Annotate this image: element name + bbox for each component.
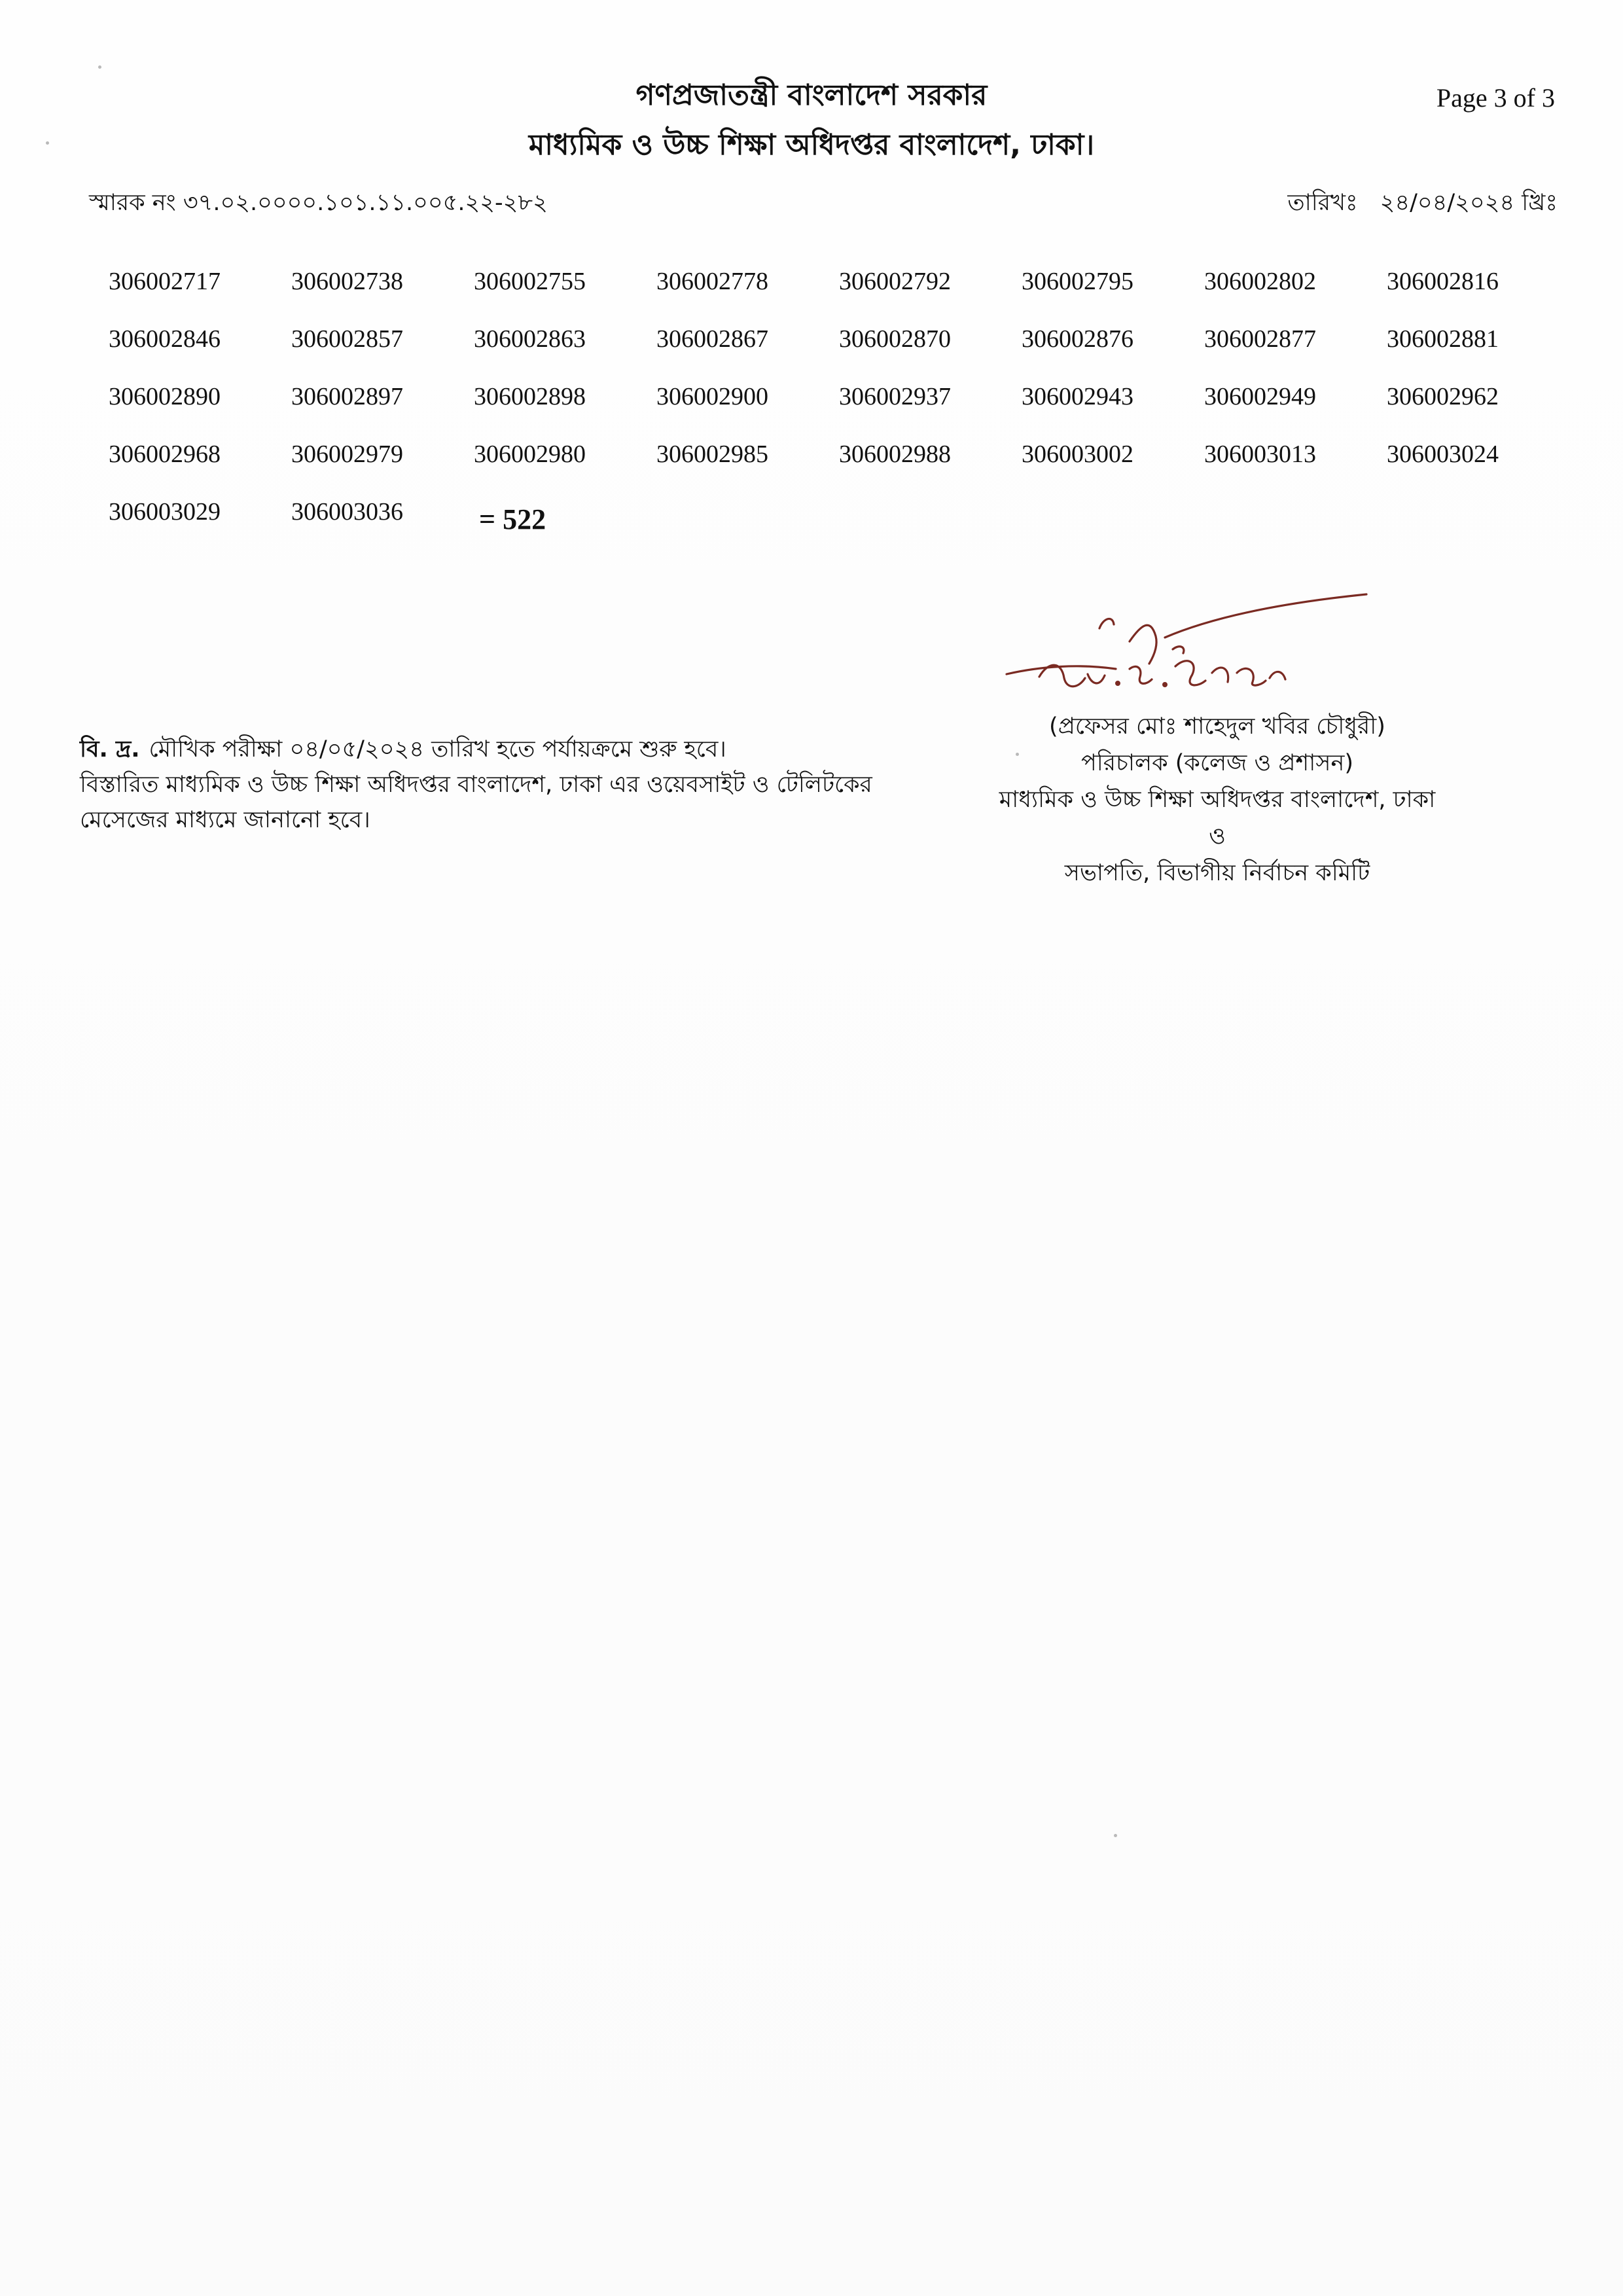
roll-number: 306002738 [291, 268, 403, 295]
scan-speck [1114, 1834, 1117, 1837]
roll-number: 306002979 [291, 440, 403, 468]
roll-number: 306002985 [656, 440, 768, 468]
roll-number-grid [109, 267, 1569, 555]
scan-speck [98, 65, 101, 69]
signatory-block [942, 708, 1492, 891]
roll-number: 306002988 [839, 440, 951, 468]
roll-number: 306002863 [474, 325, 586, 353]
roll-number: 306002968 [109, 440, 221, 468]
roll-number: 306002900 [656, 383, 768, 410]
roll-number: 306002890 [109, 383, 221, 410]
note-label: বি. দ্র. [80, 736, 140, 762]
date-label: তারিখঃ [1287, 190, 1358, 216]
roll-number: 306002949 [1204, 383, 1316, 410]
roll-number: 306002816 [1387, 268, 1499, 295]
roll-number: 306002937 [839, 383, 951, 410]
roll-number: 306002897 [291, 383, 403, 410]
government-title: গণপ্রজাতন্ত্রী বাংলাদেশ সরকার [635, 79, 988, 112]
department-title: মাধ্যমিক ও উচ্চ শিক্ষা অধিদপ্তর বাংলাদেশ, ঢাকা। [528, 128, 1095, 162]
roll-number: 306002877 [1204, 325, 1316, 353]
signatory-office: মাধ্যমিক ও উচ্চ শিক্ষা অধিদপ্তর বাংলাদেশ, ঢাকা [999, 787, 1436, 813]
roll-number: 306003029 [109, 498, 221, 526]
roll-number: 306002943 [1022, 383, 1133, 410]
roll-number: 306002898 [474, 383, 586, 410]
roll-number: 306002795 [1022, 268, 1133, 295]
date-value: ২৪/০৪/২০২৪ খ্রিঃ [1380, 190, 1558, 216]
signatory-conjunction: ও [1209, 823, 1226, 850]
roll-number: 306002792 [839, 268, 951, 295]
roll-number: 306002846 [109, 325, 221, 353]
signatory-name: (প্রফেসর মোঃ শাহেদুল খবির চৌধুরী) [1049, 713, 1385, 740]
note-line-3: মেসেজের মাধ্যমে জানানো হবে। [80, 807, 370, 833]
roll-number: 306003024 [1387, 440, 1499, 468]
roll-number: 306003036 [291, 498, 403, 526]
note-line-1 [80, 732, 983, 767]
roll-number: 306003002 [1022, 440, 1133, 468]
roll-number: 306003013 [1204, 440, 1316, 468]
roll-number: 306002962 [1387, 383, 1499, 410]
total-count: = 522 [479, 503, 546, 535]
handwritten-signature [1001, 583, 1374, 713]
page-number: Page 3 of 3 [1436, 83, 1555, 113]
roll-number: 306002867 [656, 325, 768, 353]
signatory-designation: পরিচালক (কলেজ ও প্রশাসন) [1080, 750, 1353, 776]
signatory-role: সভাপতি, বিভাগীয় নির্বাচন কমিটি [1064, 860, 1370, 886]
roll-number: 306002876 [1022, 325, 1133, 353]
memo-date [1287, 185, 1558, 223]
note-block [80, 732, 983, 838]
roll-number: 306002802 [1204, 268, 1316, 295]
roll-number: 306002870 [839, 325, 951, 353]
roll-number: 306002717 [109, 268, 221, 295]
roll-number: 306002755 [474, 268, 586, 295]
roll-number: 306002857 [291, 325, 403, 353]
roll-number: 306002980 [474, 440, 586, 468]
note-line-2: বিস্তারিত মাধ্যমিক ও উচ্চ শিক্ষা অধিদপ্তর বাংলাদেশ, ঢাকা এর ওয়েবসাইট ও টেলিটকের [80, 772, 872, 798]
roll-number: 306002778 [656, 268, 768, 295]
roll-number: 306002881 [1387, 325, 1499, 353]
note-text-1: মৌখিক পরীক্ষা ০৪/০৫/২০২৪ তারিখ হতে পর্যায়ক্রমে শুরু হবে। [149, 736, 726, 762]
memo-reference: স্মারক নং ৩৭.০২.০০০০.১০১.১১.০০৫.২২-২৮২ [89, 190, 548, 216]
